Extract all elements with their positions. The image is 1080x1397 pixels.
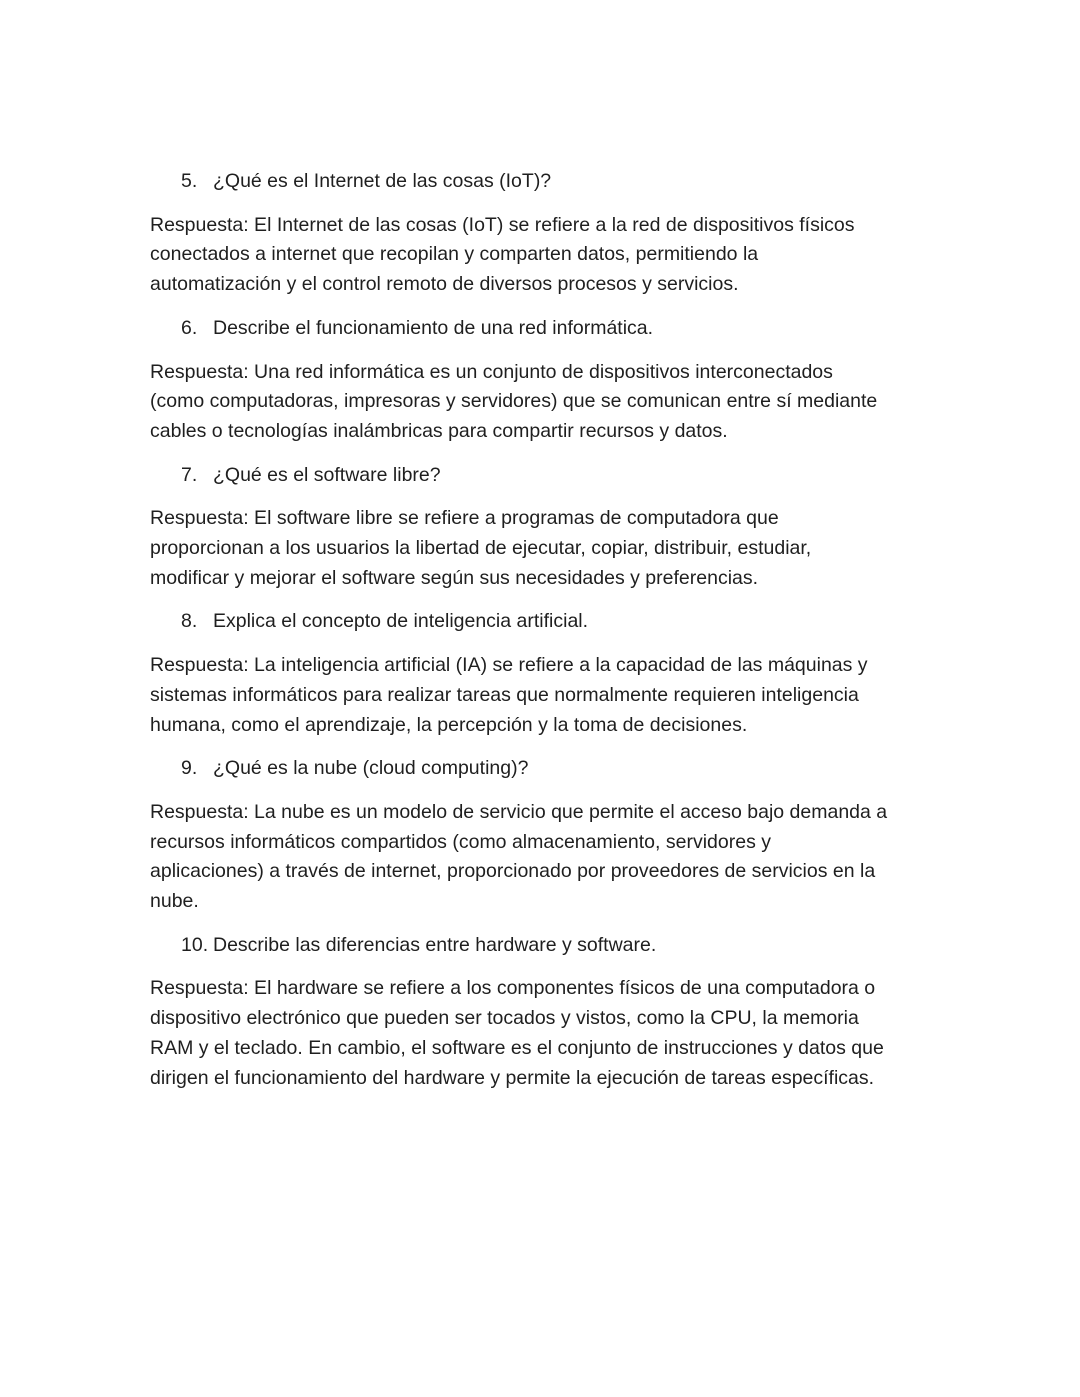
question-text: ¿Qué es la nube (cloud computing)? <box>213 757 529 780</box>
question-7 <box>181 461 940 491</box>
qa-item-6 <box>150 314 940 447</box>
question-8 <box>181 607 940 637</box>
document-body <box>150 167 940 1107</box>
question-text: Explica el concepto de inteligencia artificial. <box>213 610 589 633</box>
question-number: 8. <box>181 610 198 633</box>
question-number: 6. <box>181 316 198 339</box>
qa-item-8 <box>150 607 940 740</box>
qa-item-5 <box>150 167 940 300</box>
question-10 <box>181 931 940 961</box>
question-text: ¿Qué es el Internet de las cosas (IoT)? <box>213 170 552 192</box>
question-5 <box>181 167 940 197</box>
answer-7: Respuesta: El software libre se refiere a programas de computadora que proporcionan a los usuarios la libertad de ejecutar, copiar, distribuir, estudiar, modificar y mejorar el software según sus necesidades y preferencias. <box>150 507 812 589</box>
qa-item-9 <box>150 754 940 917</box>
question-number: 7. <box>181 463 198 486</box>
answer-8: Respuesta: La inteligencia artificial (IA) se refiere a la capacidad de las máquinas y sistemas informáticos para realizar tareas que normalmente requieren inteligencia humana, como el aprendizaje, la percepción y la toma de decisiones. <box>150 654 868 736</box>
question-text: Describe el funcionamiento de una red informática. <box>213 316 654 339</box>
answer-5: Respuesta: El Internet de las cosas (IoT) se refiere a la red de dispositivos físicos conectados a internet que recopilan y comparten datos, permitiendo la automatización y el control remoto de diversos procesos y servicios. <box>150 213 855 296</box>
question-text: ¿Qué es el software libre? <box>213 463 441 486</box>
question-number: 5. <box>181 170 198 192</box>
question-number: 10. <box>181 933 209 956</box>
question-9 <box>181 754 940 784</box>
question-text: Describe las diferencias entre hardware y software. <box>213 933 657 956</box>
qa-item-7 <box>150 461 940 594</box>
answer-10: Respuesta: El hardware se refiere a los componentes físicos de una computadora o dispositivo electrónico que pueden ser tocados y vistos, como la CPU, la memoria RAM y el teclado. En cambio, el software es el conjunto de instrucciones y datos que dirigen el funcionamiento del hardware y permite la ejecución de tareas específicas. <box>150 977 884 1089</box>
question-6 <box>181 314 940 344</box>
qa-item-10 <box>150 931 940 1094</box>
answer-9: Respuesta: La nube es un modelo de servicio que permite el acceso bajo demanda a recursos informáticos compartidos (como almacenamiento, servidores y aplicaciones) a través de internet, proporcionado por proveedores de servicios en la nube. <box>150 800 888 913</box>
answer-6: Respuesta: Una red informática es un conjunto de dispositivos interconectados (como computadoras, impresoras y servidores) que se comunican entre sí mediante cables o tecnologías inalámbricas para compartir recursos y datos. <box>150 360 878 442</box>
question-number: 9. <box>181 757 198 780</box>
